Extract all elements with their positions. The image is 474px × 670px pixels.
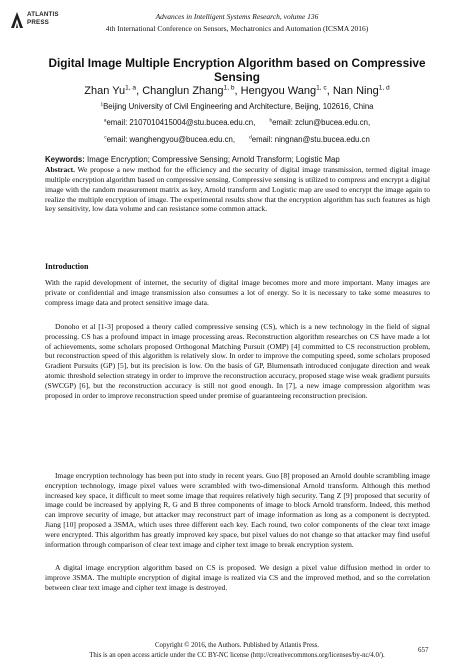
body-paragraph: Donoho et al [1-3] proposed a theory called compressive sensing (CS), which is a new technology in the field of signal processing. CS has a profound impact in image processing areas. Reconstruction algorithm researches on CS have made a lot of achievements, some scholars proposed Orthogonal Matching Pursuit (OMP) [4] committed to CS reconstruction problem, but reconstruction speed of this algorithm is relatively slow. In order to improve the computing speed, some scholars proposed Gradient Pursuits (GP) [5], but its precision is low. On the basis of GP, Blumensath introduced conjugate direction and weak atomic threshold selection strategy in order to improve the reconstruction accuracy, proposed stage wise weak gradient pursuits (SWCGP) [6], but the reconstruction accuracy is still not good enough. In [7], a new image compression algorithm was proposed in order to improve reconstruction speed under premise of guaranteeing reconstruction precision. xyxy=(45,322,430,400)
section-heading: Introduction xyxy=(45,262,89,271)
atlantis-logo-icon xyxy=(9,10,25,30)
author-name: Changlun Zhang xyxy=(142,85,224,97)
author-superscript: 1, c xyxy=(316,84,327,92)
conference-name: 4th International Conference on Sensors, Mechatronics and Automation (ICSMA 2016) xyxy=(105,24,369,33)
publisher-logo xyxy=(9,8,69,34)
affiliation-superscript: 1 xyxy=(100,101,104,107)
email-superscript: b xyxy=(269,117,273,123)
author-superscript: 1, d xyxy=(378,84,390,92)
abstract-label: Abstract. xyxy=(45,165,75,174)
abstract xyxy=(45,165,430,214)
author-name: Nan Ning xyxy=(332,85,379,97)
logo-line-1: ATLANTIS xyxy=(27,11,59,18)
body-paragraph: A digital image encryption algorithm based on CS is proposed. We design a pixel value diffusion method in order to improve 3SMA. The multiple encryption of digital image is realized via CS and the improved method, and so the correlation between clear text image and cipher text image is destroyed. xyxy=(45,563,430,592)
email-item xyxy=(104,135,235,144)
affiliation-text: Beijing University of Civil Engineering and Architecture, Beijing, 102616, China xyxy=(103,102,374,111)
author-superscript: 1, a xyxy=(125,84,137,92)
email-item xyxy=(249,135,370,144)
email-link[interactable]: email: ningnan@stu.bucea.edu.cn xyxy=(251,135,370,144)
email-link[interactable]: email: wanghengyou@bucea.edu.cn, xyxy=(106,135,235,144)
keywords-text: Image Encryption; Compressive Sensing; Arnold Transform; Logistic Map xyxy=(87,155,340,164)
copyright-notice: Copyright © 2016, the Authors. Published by Atlantis Press. xyxy=(155,642,319,649)
keywords xyxy=(45,155,445,164)
abstract-text: We propose a new method for the efficiency and the security of digital image transmission, termed digital image multiple encryption algorithm based on compressive sensing. Compressive sensing is utilized to compress and encrypt a digital image with the random measurement matrix as key, Arnold transform and Logistic map are used to encrypt the image again to realize the multiple encryption of image. The experimental results show that the encryption algorithm has such features as high key sensitivity, low data volume and can resistance some common attack. xyxy=(45,165,430,214)
email-row-1 xyxy=(0,118,474,127)
author-name: Zhan Yu xyxy=(84,85,126,97)
page-number: 657 xyxy=(418,646,429,654)
logo-line-2: PRESS xyxy=(27,19,49,26)
email-item xyxy=(104,118,255,127)
email-superscript: d xyxy=(249,134,252,140)
logo-text xyxy=(27,11,59,27)
email-superscript: c xyxy=(104,134,107,140)
author-list: Zhan Yu$^{1, a}$, Changlun Zhang$^{1, b}$, Hengyou Wang$^{1, c}$, Nan Ning$^{1, d}$ xyxy=(84,84,390,97)
body-paragraph: Image encryption technology has been put into study in recent years. Guo [8] proposed an Arnold double scrambling image encryption technology, image pixel values were scrambled with two-dimensional Arnold transform. Although this method increased key space, it difficult to meet some image that requires relatively high security. Tang Z [9] proposed that security of image could be increased by applying R, G and B three components of image to block Arnold transform. Indeed, this method can improve security of image, but attacker may reconstruct part of image information as long as a component is decrypted. Jiang [10] proposed a 3SMA, which uses three different each key. Each round, two color components of the clear text image were encrypted. This algorithm has greatly improved key space, but pixel values do not change so that attacker may find useful information through comparison of clear text image and cipher text image to break encryption system. xyxy=(45,471,430,549)
email-superscript: a xyxy=(103,117,107,123)
email-row-2 xyxy=(0,135,474,144)
journal-series: Advances in Intelligent Systems Research, volume 136 xyxy=(155,12,319,21)
license-notice: This is an open access article under the CC BY-NC license (http://creativecommons.org/licenses/by-nc/4.0/). xyxy=(89,652,385,659)
body-paragraph: With the rapid development of internet, the security of digital image becomes more and more important. Many images are private or confidential and image transmission also consumes a lot of energy. So it is necessary to take some measures to compress image data and protect sensitive image data. xyxy=(45,278,430,307)
author-name: Hengyou Wang xyxy=(240,85,317,97)
email-item xyxy=(269,118,370,127)
email-link[interactable]: email: 2107010415004@stu.bucea.edu.cn, xyxy=(106,118,256,127)
keywords-label: Keywords: xyxy=(45,155,85,164)
paper-title: Digital Image Multiple Encryption Algorithm based on Compressive Sensing xyxy=(48,56,426,84)
email-link[interactable]: email: zclun@bucea.edu.cn, xyxy=(272,118,371,127)
affiliation xyxy=(0,102,474,111)
author-superscript: 1, b xyxy=(223,84,235,92)
